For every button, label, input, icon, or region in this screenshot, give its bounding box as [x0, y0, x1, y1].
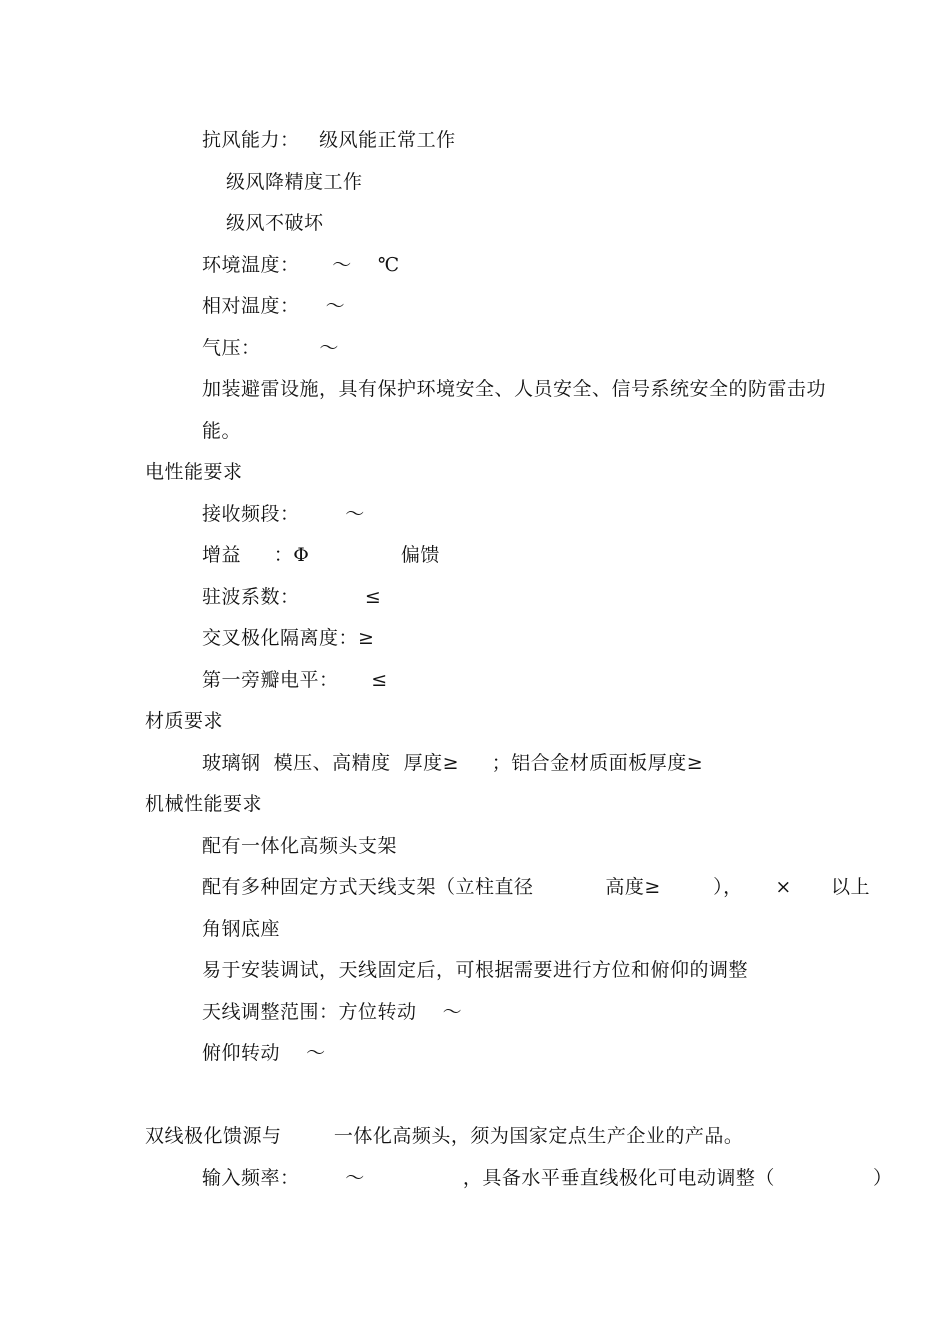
ambient-temperature-line: 环境温度： ～ ℃ [202, 254, 400, 276]
mount-options-line: 配有多种固定方式天线支架（立柱直径 高度≥ ）， × 以上 [202, 876, 871, 898]
vswr-line: 驻波系数： ≤ [202, 586, 382, 608]
azimuth-range-line: 天线调整范围：方位转动 ～ [202, 1001, 463, 1023]
receive-band-line: 接收频段： ～ [202, 503, 365, 525]
installation-line: 易于安装调试，天线固定后，可根据需要进行方位和俯仰的调整 [202, 959, 749, 981]
wind-no-damage-line: 级风不破坏 [226, 212, 324, 234]
lnb-bracket-line: 配有一体化高频头支架 [202, 835, 398, 857]
angle-steel-base-line: 角钢底座 [202, 918, 281, 940]
wind-resistance-line: 抗风能力： 级风能正常工作 [202, 129, 456, 151]
section-heading-material: 材质要求 [145, 710, 224, 732]
air-pressure-line: 气压： ～ [202, 337, 339, 359]
feed-lnb-line: 双线极化馈源与 一体化高频头，须为国家定点生产企业的产品。 [145, 1125, 744, 1147]
wind-degraded-line: 级风降精度工作 [226, 171, 363, 193]
cross-polarization-line: 交叉极化隔离度：≥ [202, 627, 375, 649]
lightning-protection-cont: 能。 [202, 420, 242, 442]
elevation-range-line: 俯仰转动 ～ [202, 1042, 326, 1064]
relative-temperature-line: 相对温度： ～ [202, 295, 346, 317]
section-heading-electrical: 电性能要求 [145, 461, 243, 483]
gain-line: 增益 ：Φ 偏馈 [202, 544, 440, 566]
lightning-protection-line: 加装避雷设施，具有保护环境安全、人员安全、信号系统安全的防雷击功 [202, 378, 827, 400]
material-line: 玻璃钢 模压、高精度 厚度≥ ；铝合金材质面板厚度≥ [202, 752, 704, 774]
input-frequency-line: 输入频率： ～ ，具备水平垂直线极化可电动调整（ ） [202, 1167, 893, 1189]
first-sidelobe-line: 第一旁瓣电平： ≤ [202, 669, 388, 691]
section-heading-mechanical: 机械性能要求 [145, 793, 263, 815]
